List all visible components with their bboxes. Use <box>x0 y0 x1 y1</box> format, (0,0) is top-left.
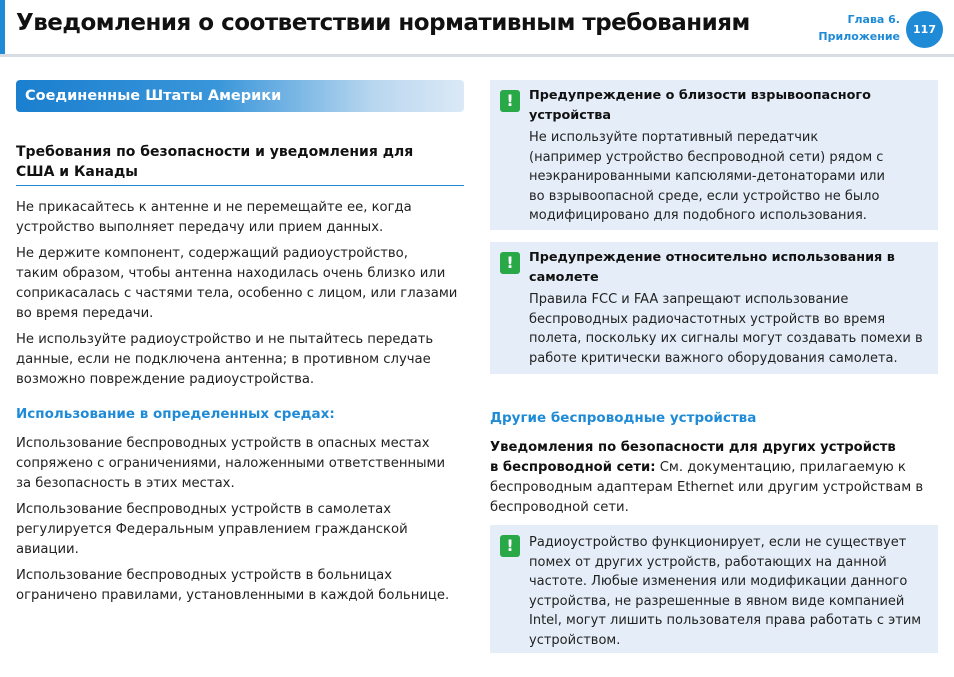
text-line <box>490 458 938 478</box>
warning-icon: ! <box>500 252 520 274</box>
usage-heading: Использование в определенных средах: <box>16 406 335 422</box>
note-text: неэкранированными капсюлями-детонаторами или <box>529 169 885 184</box>
safety-subheading <box>16 142 464 186</box>
section-title-usa: Соединенные Штаты Америки <box>16 80 464 112</box>
warning-note-aircraft <box>490 242 938 374</box>
note-text: устройством. <box>529 632 621 648</box>
note-title: устройства <box>529 108 611 123</box>
note-text: Не используйте портативный передатчик <box>529 130 819 145</box>
text-line: за безопасность в этих местах. <box>16 476 235 491</box>
paragraph <box>16 434 464 494</box>
subheading-line: Требования по безопасности и уведомления для <box>16 144 414 160</box>
text-line: беспроводным адаптерам Ethernet или другим устройствам в <box>490 480 924 495</box>
bold-lead: в беспроводной сети: <box>490 460 656 475</box>
note-text: Правила FCC и FAA запрещают использование <box>529 292 849 307</box>
paragraph <box>16 198 464 238</box>
info-note-intel <box>490 525 938 653</box>
text-run: См. документацию, прилагаемую к <box>655 460 906 475</box>
text-line: беспроводной сети. <box>490 500 629 515</box>
text-line: Использование беспроводных устройств в больницах <box>16 568 393 583</box>
header-accent-bar <box>0 0 5 54</box>
text-line: Не используйте радиоустройство и не пытайтесь передать <box>16 332 434 347</box>
text-line: Не держите компонент, содержащий радиоустройство, <box>16 246 408 261</box>
note-text: во взрывоопасной среде, если устройство не было <box>529 188 880 204</box>
paragraph <box>490 438 938 518</box>
note-title: Предупреждение относительно использования в <box>529 250 895 265</box>
note-text: работе критически важного оборудования самолета. <box>529 350 898 366</box>
warning-icon: ! <box>500 90 520 112</box>
text-line: соприкасалась с частями тела, особенно с лицом, или глазами <box>16 286 458 301</box>
note-text: Радиоустройство функционирует, если не существует <box>529 535 907 550</box>
text-line: Не прикасайтесь к антенне и не перемещайте ее, когда <box>16 200 412 215</box>
note-text: устройства, не разрешенные в явном виде компанией <box>529 593 905 609</box>
page-number-badge: 117 <box>906 11 943 48</box>
chapter-name: Приложение <box>818 30 900 43</box>
paragraph <box>16 566 464 606</box>
text-line: Использование беспроводных устройств в самолетах <box>16 502 392 517</box>
chapter-label <box>818 11 900 45</box>
warning-icon: ! <box>500 535 520 557</box>
note-text: частоте. Любые изменения или модификации данного <box>529 574 908 589</box>
text-line: во время передачи. <box>16 306 154 321</box>
paragraph <box>16 244 464 324</box>
left-column <box>16 80 464 606</box>
note-text: полета, поскольку их сигналы могут создавать помехи в <box>529 331 923 346</box>
note-text: модифицировано для подобного использования. <box>529 208 867 223</box>
other-devices-heading: Другие беспроводные устройства <box>490 410 757 426</box>
text-line: возможно повреждение радиоустройства. <box>16 372 315 387</box>
text-line: авиации. <box>16 542 79 557</box>
header-divider <box>0 54 954 57</box>
text-line: Уведомления по безопасности для других устройств <box>490 440 896 455</box>
paragraph <box>16 500 464 560</box>
text-line: ограничено правилами, установленными в каждой больнице. <box>16 588 450 603</box>
text-line: таким образом, чтобы антенна находилась очень близко или <box>16 266 446 281</box>
note-text: (например устройство беспроводной сети) рядом с <box>529 149 884 165</box>
note-text: беспроводных радиочастотных устройств во время <box>529 311 886 327</box>
subheading-line: США и Канады <box>16 164 138 180</box>
text-line: устройство выполняет передачу или прием данных. <box>16 220 384 235</box>
text-line: сопряжено с ограничениями, наложенными ответственными <box>16 456 446 471</box>
text-line: Использование беспроводных устройств в опасных местах <box>16 436 430 451</box>
other-devices-section <box>490 408 938 518</box>
warning-note-explosive <box>490 80 938 230</box>
text-line: регулируется Федеральным управлением гражданской <box>16 522 408 537</box>
note-text: помех от других устройств, работающих на данной <box>529 554 887 570</box>
text-line: данные, если не подключена антенна; в противном случае <box>16 352 431 367</box>
note-title: Предупреждение о близости взрывоопасного <box>529 88 871 103</box>
note-text: Intel, могут лишить пользователя права работать с этим <box>529 613 922 628</box>
note-title: самолете <box>529 270 599 285</box>
page-title: Уведомления о соответствии нормативным требованиям <box>16 10 750 36</box>
chapter-number: Глава 6. <box>847 13 900 26</box>
paragraph <box>16 330 464 390</box>
